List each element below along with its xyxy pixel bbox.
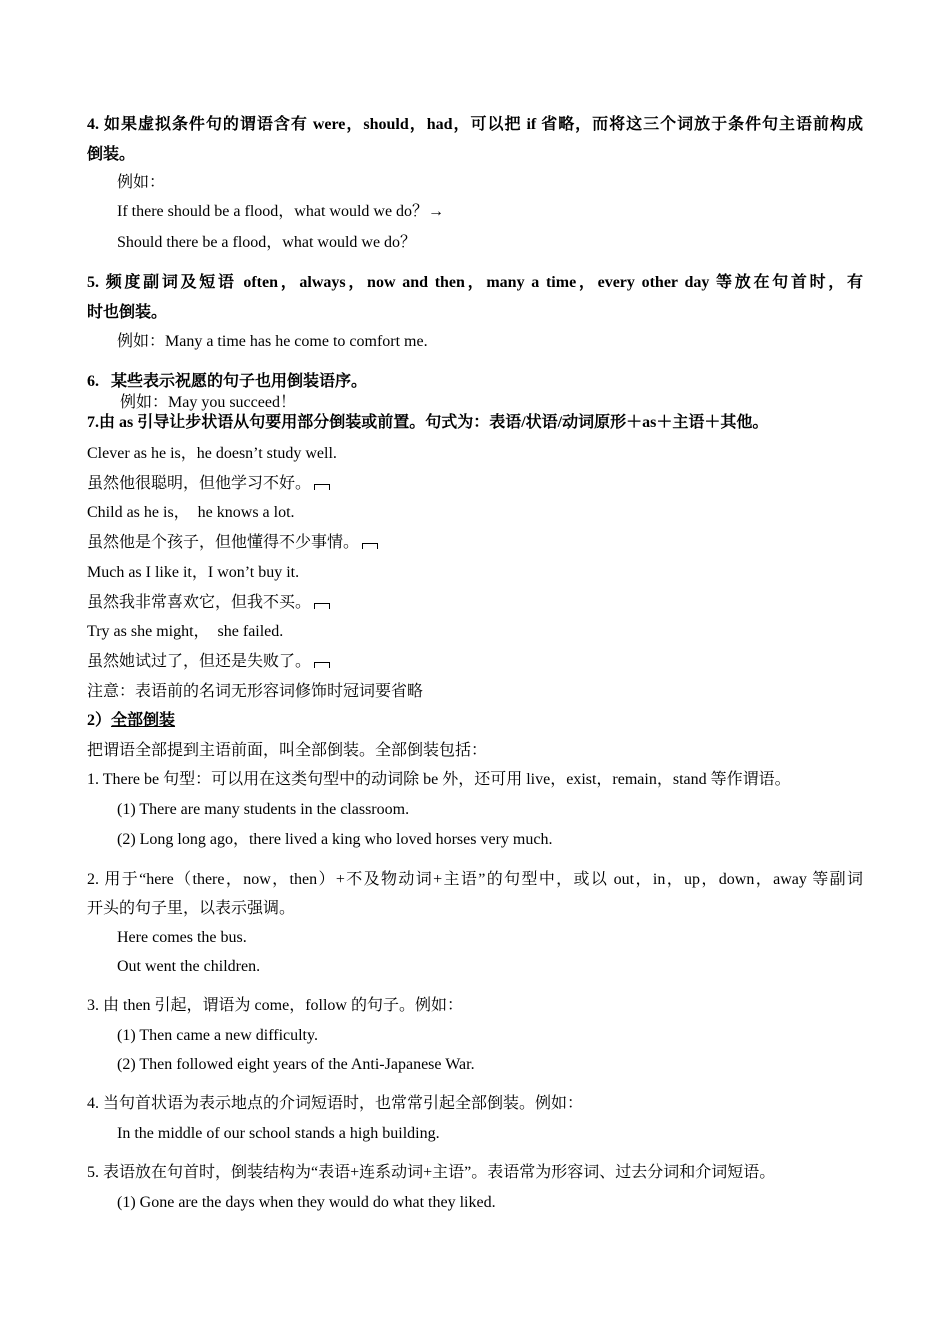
s7-title: 7.由 as 引导让步状语从句要用部分倒装或前置。句式为：表语/状语/动词原形＋as＋主语＋其他。: [87, 414, 769, 431]
full-intro: 把谓语全部提到主语前面，叫全部倒装。全部倒装包括：: [87, 742, 488, 759]
s7-line-8-text: 虽然她试过了，但还是失败了。: [87, 653, 312, 670]
return-mark-icon: [314, 603, 330, 609]
s4-example-2: Should there be a flood，what would we do？: [117, 234, 417, 251]
s4-title-line2: 倒装。: [87, 146, 136, 163]
heading-text: 全部倒装: [111, 712, 176, 729]
p2-example-1: Here comes the bus.: [117, 929, 247, 946]
s6-title: 6. 某些表示祝愿的句子也用倒装语序。: [87, 373, 368, 390]
s7-line-8: [87, 652, 867, 672]
p1-example-2: (2) Long long ago，there lived a king who loved horses very much.: [117, 831, 553, 848]
s4-example-1: If there should be a flood，what would we do？→: [117, 203, 445, 220]
return-mark-icon: [314, 484, 330, 490]
s7-line-4: [87, 533, 867, 553]
s7-line-4-text: 虽然他是个孩子，但他懂得不少事情。: [87, 534, 360, 551]
p5-title: 5. 表语放在句首时，倒装结构为“表语+连系动词+主语”。表语常为形容词、过去分词和介词短语。: [87, 1164, 776, 1181]
s7-line-3: Child as he is， he knows a lot.: [87, 504, 295, 521]
s4-title-line1: 4. 如果虚拟条件句的谓语含有 were，should，had，可以把 if 省略，而将这三个词放于条件句主语前构成: [87, 116, 863, 133]
p2-title-line1: 2. 用于“here（there，now，then）+不及物动词+主语”的句型中，或以 out，in，up，down，away 等副词: [87, 871, 863, 888]
p4-example-1: In the middle of our school stands a high building.: [117, 1125, 440, 1142]
p4-title: 4. 当句首状语为表示地点的介词短语时，也常常引起全部倒装。例如：: [87, 1095, 584, 1112]
full-inversion-heading: [87, 711, 867, 731]
s7-line-7: Try as she might， she failed.: [87, 623, 284, 640]
s7-line-5: Much as I like it，I won’t buy it.: [87, 564, 300, 581]
p1-title: 1. There be 句型：可以用在这类句型中的动词除 be 外，还可用 live，exist，remain，stand 等作谓语。: [87, 771, 791, 788]
p2-title-line2: 开头的句子里，以表示强调。: [87, 900, 296, 917]
p2-example-2: Out went the children.: [117, 958, 261, 975]
s7-line-1: Clever as he is，he doesn’t study well.: [87, 445, 337, 462]
p3-title: 3. 由 then 引起，谓语为 come，follow 的句子。例如：: [87, 997, 463, 1014]
s5-title-line1: 5. 频度副词及短语 often，always，now and then，many a time，every other day 等放在句首时，有: [87, 274, 863, 291]
p5-example-1: (1) Gone are the days when they would do what they liked.: [117, 1194, 496, 1211]
p3-example-1: (1) Then came a new difficulty.: [117, 1027, 318, 1044]
p1-example-1: (1) There are many students in the classroom.: [117, 801, 410, 818]
s5-example: 例如：Many a time has he come to comfort me.: [117, 333, 428, 350]
s6-example: 例如：May you succeed！: [120, 394, 296, 411]
return-mark-icon: [314, 662, 330, 668]
s7-line-6: [87, 593, 867, 613]
s7-line-2-text: 虽然他很聪明，但他学习不好。: [87, 475, 312, 492]
s7-line-2: [87, 474, 867, 494]
s5-title-line2: 时也倒装。: [87, 304, 168, 321]
heading-number: 2）: [87, 712, 112, 729]
s7-note: 注意：表语前的名词无形容词修饰时冠词要省略: [87, 683, 424, 700]
p3-example-2: (2) Then followed eight years of the Anti-Japanese War.: [117, 1056, 475, 1073]
s4-example-label: 例如：: [117, 174, 166, 191]
return-mark-icon: [362, 543, 378, 549]
s7-line-6-text: 虽然我非常喜欢它，但我不买。: [87, 594, 312, 611]
